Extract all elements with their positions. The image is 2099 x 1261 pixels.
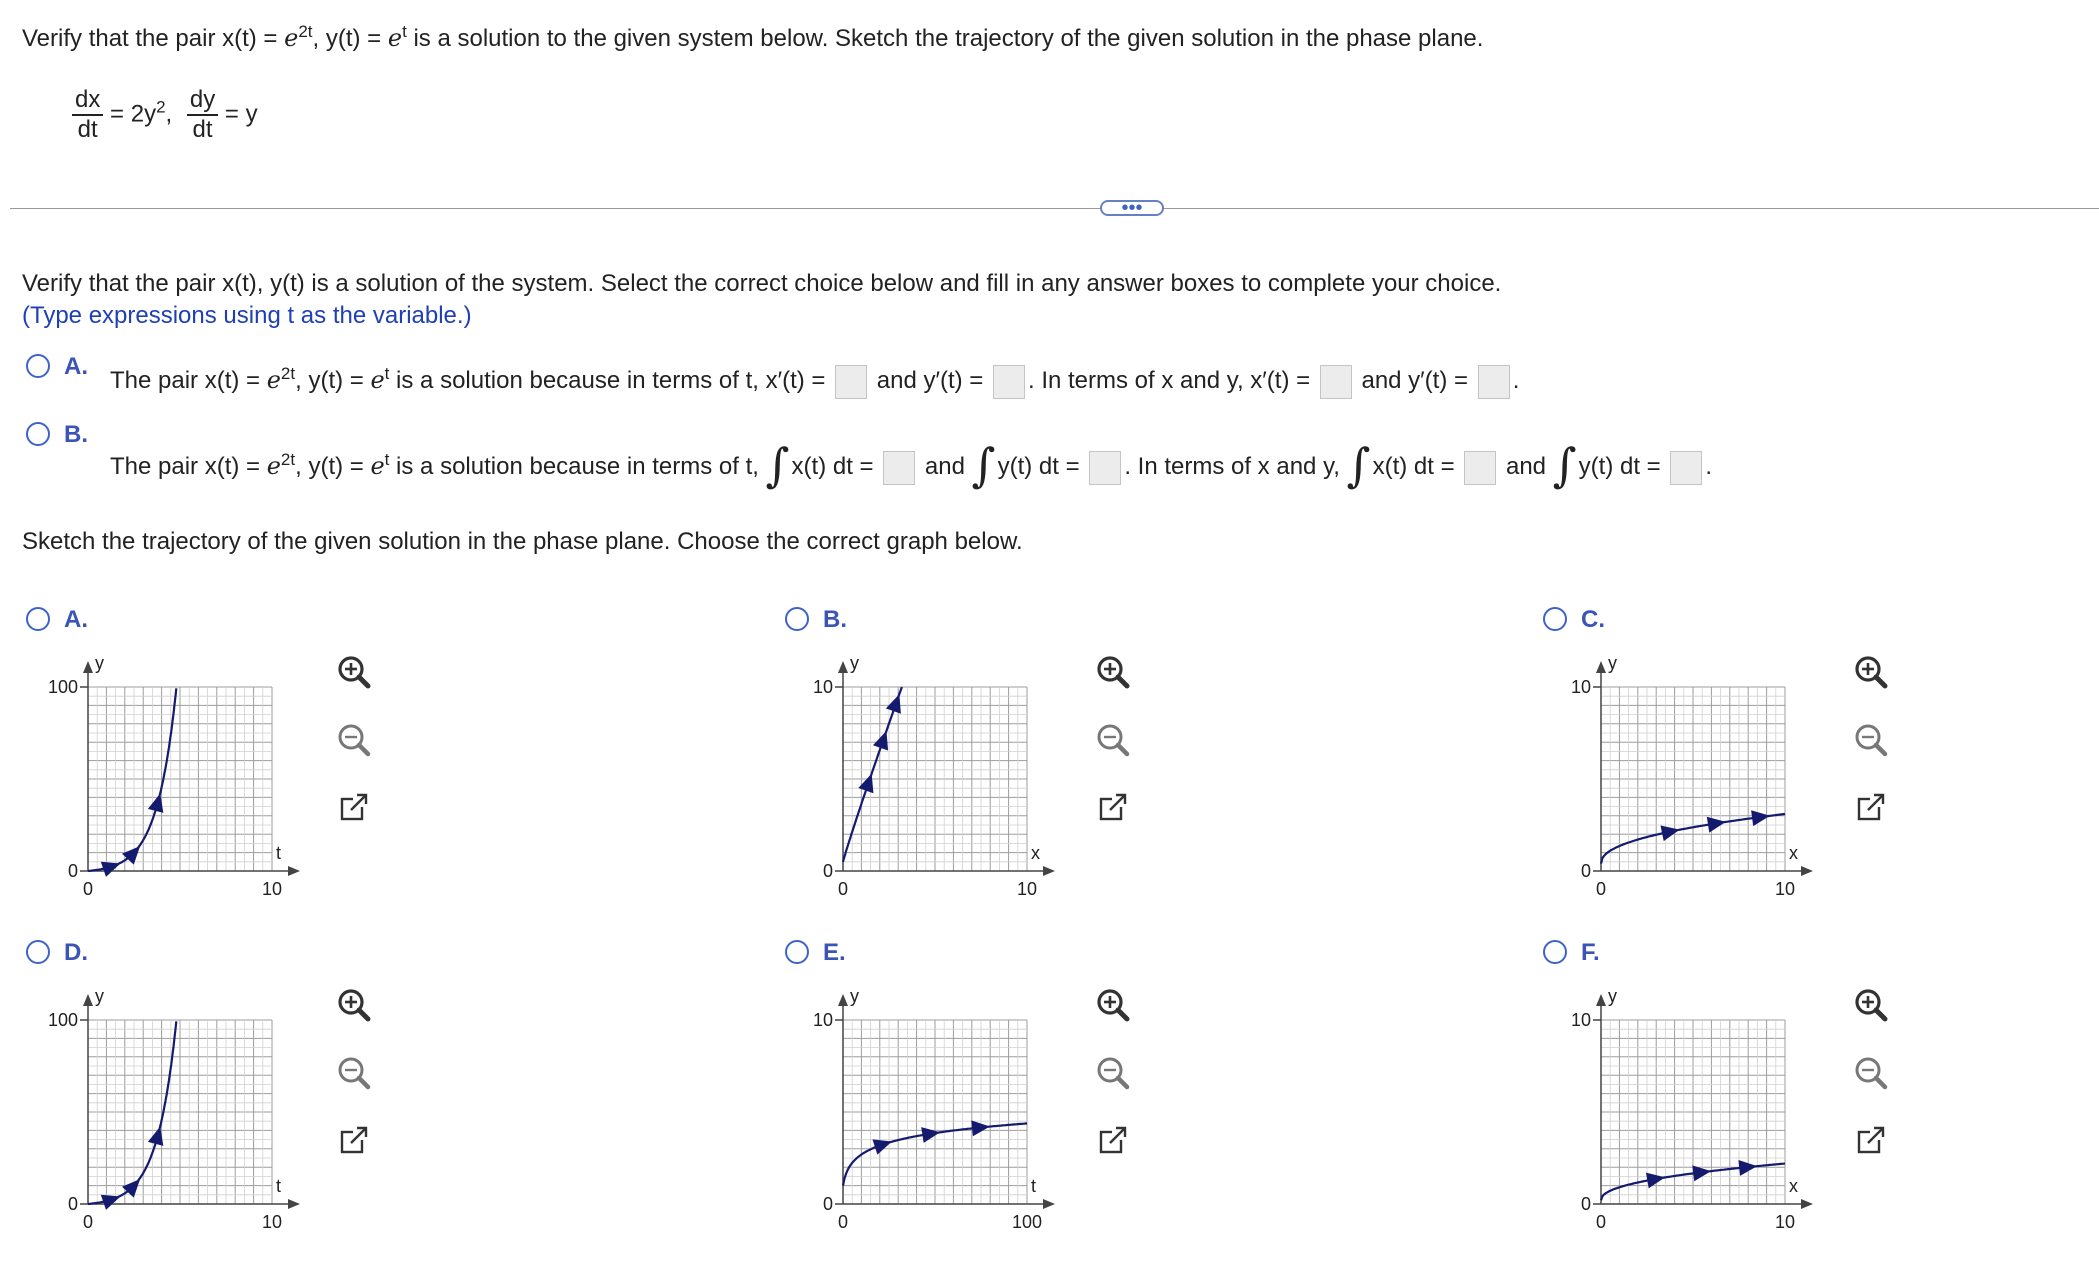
equation-exponent: 2 (156, 97, 166, 117)
x-axis-label: t (1031, 1176, 1037, 1196)
zoom-in-icon[interactable] (1850, 651, 1892, 693)
y-axis-arrow (1596, 661, 1606, 673)
x-exponent: 2t (280, 450, 296, 469)
problem-text: , y(t) = (312, 25, 388, 52)
choice-text: , y(t) = (295, 367, 371, 394)
choice-text: The pair x(t) = (110, 367, 267, 394)
direction-arrow (1660, 825, 1679, 841)
graph-letter: D. (64, 939, 88, 966)
x-axis-arrow (1801, 866, 1813, 876)
expand-icon[interactable] (1850, 787, 1892, 829)
choice-text: . (1512, 367, 1520, 394)
answer-box-int-y-t[interactable] (1089, 451, 1121, 485)
graph-letter: E. (823, 939, 846, 966)
integral-sign: ∫ (1552, 437, 1577, 492)
zoom-out-icon[interactable] (1092, 719, 1134, 761)
answer-box-int-x-xy[interactable] (1464, 451, 1496, 485)
choice-text: and (1505, 453, 1547, 480)
system-equations (72, 86, 258, 144)
graph-letter: A. (64, 606, 88, 633)
graph-a (0, 640, 320, 900)
y-tick-label: 10 (812, 677, 833, 697)
x-origin-label: 0 (82, 879, 94, 899)
direction-arrow (886, 694, 901, 714)
expand-icon[interactable] (1850, 1120, 1892, 1162)
x-axis-label: x (1789, 1176, 1798, 1196)
radio-part1-b[interactable] (26, 422, 50, 446)
y-origin-label: 0 (67, 1194, 78, 1214)
radio-graph-b[interactable] (785, 607, 809, 631)
choice-letter: A. (64, 353, 88, 380)
answer-box-x-prime-t[interactable] (835, 365, 867, 399)
x-axis-label: x (1031, 843, 1040, 863)
dx-dt-fraction (72, 86, 103, 144)
y-axis-label: y (850, 653, 859, 673)
problem-statement (22, 22, 1483, 53)
y-axis-label: y (1608, 986, 1617, 1006)
y-exponent: t (384, 450, 390, 469)
choice-b-text (110, 437, 1713, 492)
x-tick-label: 10 (1016, 879, 1038, 899)
direction-arrow (873, 731, 888, 751)
fraction-numerator: dx (75, 86, 101, 113)
answer-box-y-prime-xy[interactable] (1478, 365, 1510, 399)
x-origin-label: 0 (1595, 1212, 1607, 1232)
x-tick-label: 100 (1011, 1212, 1043, 1232)
answer-box-int-y-xy[interactable] (1670, 451, 1702, 485)
x-exponent: 2t (280, 364, 296, 383)
part1-instruction: Verify that the pair x(t), y(t) is a solution of the system. Select the correct choice below and fill in any answer boxes to complete your choice. (22, 270, 1502, 297)
graph-b (755, 640, 1075, 900)
integral-sign: ∫ (971, 437, 996, 492)
zoom-in-icon[interactable] (333, 984, 375, 1026)
x-axis-arrow (1043, 866, 1055, 876)
x-tick-label: 10 (261, 879, 283, 899)
choice-text: , y(t) = (295, 453, 371, 480)
zoom-out-icon[interactable] (333, 719, 375, 761)
part2-instruction: Sketch the trajectory of the given solution in the phase plane. Choose the correct graph below. (22, 528, 1023, 555)
fraction-numerator: dy (189, 86, 216, 113)
x-axis-label: t (276, 1176, 282, 1196)
y-origin-label: 0 (1580, 861, 1591, 881)
direction-arrow (101, 862, 121, 877)
direction-arrow (1751, 810, 1770, 826)
y-tick-label: 10 (1570, 1010, 1591, 1030)
choice-text: and y′(t) = (1361, 367, 1469, 394)
choice-text: The pair x(t) = (110, 453, 267, 480)
more-dots: ••• (1121, 197, 1143, 219)
x-origin-label: 0 (82, 1212, 94, 1232)
radio-graph-e[interactable] (785, 940, 809, 964)
y-origin-label: 0 (67, 861, 78, 881)
equation-separator: , (165, 100, 173, 128)
choice-text: and (924, 453, 965, 480)
x-base: e (266, 366, 281, 394)
x-exponent: 2t (298, 22, 313, 41)
x-base: e (266, 452, 281, 480)
problem-text: Verify that the pair x(t) = (22, 25, 285, 52)
x-tick-label: 10 (261, 1212, 283, 1232)
section-divider (10, 208, 2099, 209)
radio-part1-a[interactable] (26, 354, 50, 378)
choice-text: is a solution because in terms of t, (389, 453, 759, 480)
radio-graph-a[interactable] (26, 607, 50, 631)
x-origin-label: 0 (1595, 879, 1607, 899)
equation-rhs: = y (224, 100, 258, 128)
y-axis-label: y (850, 986, 859, 1006)
y-origin-label: 0 (822, 1194, 833, 1214)
zoom-out-icon[interactable] (1092, 1052, 1134, 1094)
radio-graph-c[interactable] (1543, 607, 1567, 631)
integral-sign: ∫ (1346, 437, 1371, 492)
choice-text: is a solution because in terms of t, x′(t) = (389, 367, 826, 394)
x-tick-label: 10 (1774, 879, 1796, 899)
expand-icon[interactable] (333, 1120, 375, 1162)
y-axis-arrow (838, 661, 848, 673)
fraction-denominator: dt (187, 114, 218, 144)
zoom-in-icon[interactable] (1092, 651, 1134, 693)
y-base: e (370, 452, 385, 480)
x-axis-label: t (276, 843, 282, 863)
choice-text: and y′(t) = (876, 367, 984, 394)
radio-graph-d[interactable] (26, 940, 50, 964)
y-exponent: t (402, 22, 407, 41)
choice-text: . (1705, 453, 1713, 480)
direction-arrow (971, 1120, 990, 1136)
y-axis-label: y (95, 986, 104, 1006)
x-axis-arrow (288, 866, 300, 876)
problem-text: is a solution to the given system below. Sketch the trajectory of the given solution in the phase plane. (406, 25, 1484, 52)
zoom-out-icon[interactable] (333, 1052, 375, 1094)
direction-arrow (858, 774, 873, 794)
zoom-out-icon[interactable] (1850, 1052, 1892, 1094)
answer-box-int-x-t[interactable] (883, 451, 915, 485)
direction-arrow (921, 1127, 940, 1143)
graph-e (755, 973, 1075, 1233)
y-origin-label: 0 (822, 861, 833, 881)
y-tick-label: 100 (47, 677, 78, 697)
radio-graph-f[interactable] (1543, 940, 1567, 964)
y-axis-label: y (95, 653, 104, 673)
fraction-denominator: dt (72, 114, 103, 144)
show-more-button[interactable] (1100, 197, 1164, 219)
graph-d (0, 973, 320, 1233)
y-base: e (370, 366, 385, 394)
x-axis-arrow (288, 1199, 300, 1209)
answer-box-x-prime-xy[interactable] (1320, 365, 1352, 399)
y-exponent: t (384, 364, 390, 383)
choice-text: . In terms of x and y, (1124, 453, 1340, 480)
dy-dt-fraction (187, 86, 218, 144)
y-axis-arrow (838, 994, 848, 1006)
expand-icon[interactable] (333, 787, 375, 829)
graph-letter: B. (823, 606, 847, 633)
part1-hint: (Type expressions using t as the variable.) (22, 302, 472, 329)
integral-text: x(t) dt = (791, 453, 874, 480)
y-axis-arrow (1596, 994, 1606, 1006)
graph-f (1513, 973, 1833, 1233)
zoom-in-icon[interactable] (333, 651, 375, 693)
direction-arrow (101, 1195, 121, 1210)
integral-text: x(t) dt = (1372, 453, 1455, 480)
choice-a-text (110, 356, 1519, 399)
x-origin-label: 0 (837, 879, 849, 899)
y-axis-arrow (83, 661, 93, 673)
direction-arrow (1692, 1165, 1711, 1181)
x-origin-label: 0 (837, 1212, 849, 1232)
equation-rhs: = 2y (110, 100, 157, 128)
integral-sign: ∫ (765, 437, 790, 492)
direction-arrow (148, 793, 163, 812)
zoom-in-icon[interactable] (1850, 984, 1892, 1026)
y-axis-arrow (83, 994, 93, 1006)
choice-letter: B. (64, 421, 88, 448)
integral-text: y(t) dt = (1578, 453, 1661, 480)
graph-letter: F. (1581, 939, 1600, 966)
zoom-out-icon[interactable] (1850, 719, 1892, 761)
graph-letter: C. (1581, 606, 1605, 633)
expand-icon[interactable] (1092, 1120, 1134, 1162)
x-axis-arrow (1043, 1199, 1055, 1209)
choice-text: . In terms of x and y, x′(t) = (1027, 367, 1311, 394)
y-tick-label: 10 (812, 1010, 833, 1030)
x-base: e (284, 24, 299, 52)
y-axis-label: y (1608, 653, 1617, 673)
answer-box-y-prime-t[interactable] (993, 365, 1025, 399)
x-tick-label: 10 (1774, 1212, 1796, 1232)
direction-arrow (148, 1126, 163, 1145)
y-tick-label: 100 (47, 1010, 78, 1030)
y-tick-label: 10 (1570, 677, 1591, 697)
y-origin-label: 0 (1580, 1194, 1591, 1214)
y-base: e (387, 24, 403, 52)
zoom-in-icon[interactable] (1092, 984, 1134, 1026)
expand-icon[interactable] (1092, 787, 1134, 829)
x-axis-arrow (1801, 1199, 1813, 1209)
integral-text: y(t) dt = (997, 453, 1080, 480)
x-axis-label: x (1789, 843, 1798, 863)
graph-c (1513, 640, 1833, 900)
